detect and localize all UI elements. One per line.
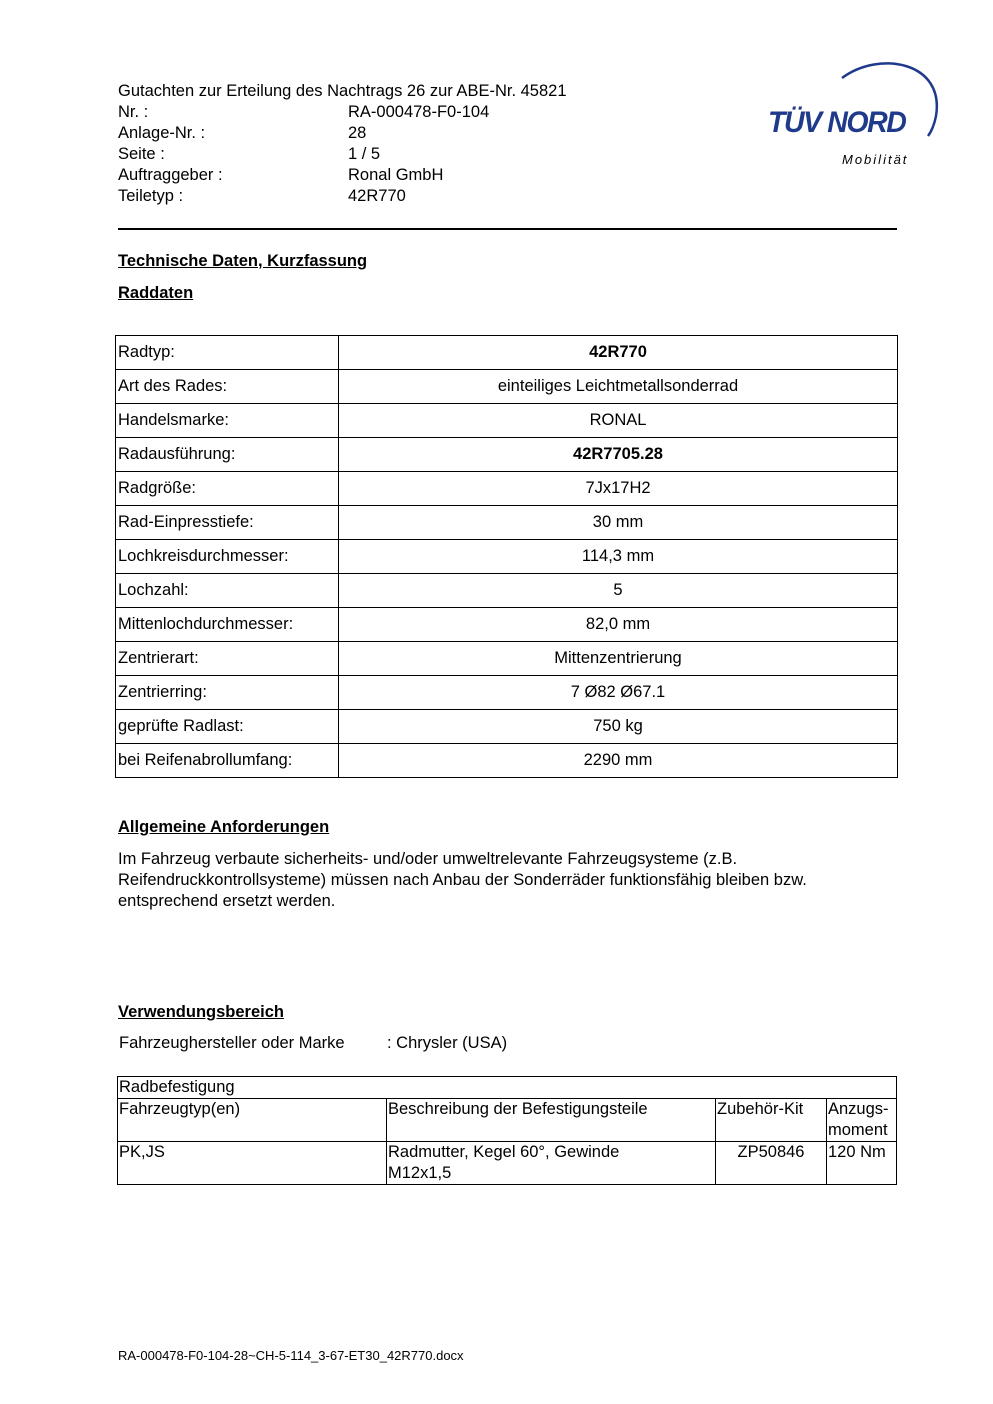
- wheel-property-label: Radtyp:: [116, 336, 339, 370]
- cell-vehicle-types: PK,JS: [118, 1142, 387, 1185]
- header-field-seite: [118, 144, 638, 165]
- wheel-property-label: Radausführung:: [116, 438, 339, 472]
- document-title: Gutachten zur Erteilung des Nachtrags 26 zur ABE-Nr. 45821: [118, 82, 567, 100]
- table-row: [116, 710, 898, 744]
- table-row: [116, 676, 898, 710]
- header-vehicle-types: Fahrzeugtyp(en): [118, 1099, 387, 1142]
- footer-filename: RA-000478-F0-104-28~CH-5-114_3-67-ET30_42R770.docx: [118, 1348, 464, 1363]
- table-row: [116, 608, 898, 642]
- cell-description: [387, 1142, 716, 1185]
- cell-accessory-kit: ZP50846: [716, 1142, 827, 1185]
- tuv-nord-logo: [760, 56, 950, 176]
- wheel-property-value: 82,0 mm: [339, 608, 898, 642]
- section-wheel-data-heading: Raddaten: [118, 284, 194, 302]
- header-torque-line1: Anzugs-: [828, 1100, 889, 1118]
- header-value: 42R770: [348, 187, 406, 205]
- header-field-teiletyp: [118, 186, 638, 207]
- header-torque-line2: moment: [828, 1121, 888, 1139]
- wheel-property-label: Rad-Einpresstiefe:: [116, 506, 339, 540]
- table-row: [116, 404, 898, 438]
- wheel-property-label: Handelsmarke:: [116, 404, 339, 438]
- fastening-header-row: [118, 1099, 897, 1142]
- wheel-property-label: Mittenlochdurchmesser:: [116, 608, 339, 642]
- wheel-property-label: Zentrierart:: [116, 642, 339, 676]
- wheel-property-label: Lochzahl:: [116, 574, 339, 608]
- wheel-property-value: 7Jx17H2: [339, 472, 898, 506]
- section-general-heading: Allgemeine Anforderungen: [118, 818, 330, 836]
- header-divider: [118, 228, 897, 230]
- wheel-property-value: 5: [339, 574, 898, 608]
- header-field-auftraggeber: [118, 165, 638, 186]
- header-value: RA-000478-F0-104: [348, 103, 490, 121]
- wheel-property-value: 750 kg: [339, 710, 898, 744]
- fastening-table: [117, 1076, 897, 1185]
- header-torque: [827, 1099, 897, 1142]
- table-row: [118, 1142, 897, 1185]
- header-accessory-kit: Zubehör-Kit: [716, 1099, 827, 1142]
- table-row: [116, 438, 898, 472]
- table-row: [116, 336, 898, 370]
- table-row: [116, 642, 898, 676]
- wheel-property-value: 42R770: [339, 336, 898, 370]
- wheel-property-label: Radgröße:: [116, 472, 339, 506]
- logo-subtitle: Mobilität: [842, 152, 909, 167]
- header-label: Anlage-Nr. :: [118, 124, 206, 142]
- header-description: Beschreibung der Befestigungsteile: [387, 1099, 716, 1142]
- wheel-property-value: 2290 mm: [339, 744, 898, 778]
- table-row: [116, 540, 898, 574]
- manufacturer-line: [119, 1034, 507, 1053]
- wheel-property-value: einteiliges Leichtmetallsonderrad: [339, 370, 898, 404]
- wheel-property-value: 42R7705.28: [339, 438, 898, 472]
- manufacturer-value: : Chrysler (USA): [387, 1034, 508, 1052]
- manufacturer-label: Fahrzeughersteller oder Marke: [119, 1034, 345, 1052]
- header-field-nr: [118, 102, 638, 123]
- cell-description-line1: Radmutter, Kegel 60°, Gewinde: [388, 1143, 620, 1161]
- fastening-title: Radbefestigung: [118, 1077, 897, 1099]
- wheel-property-label: Lochkreisdurchmesser:: [116, 540, 339, 574]
- header-field-anlage: [118, 123, 638, 144]
- wheel-property-value: 30 mm: [339, 506, 898, 540]
- header-value: Ronal GmbH: [348, 166, 444, 184]
- header-value: 28: [348, 124, 367, 142]
- table-row: [116, 370, 898, 404]
- wheel-property-value: Mittenzentrierung: [339, 642, 898, 676]
- fastening-title-row: [118, 1077, 897, 1099]
- table-row: [116, 574, 898, 608]
- cell-torque: 120 Nm: [827, 1142, 897, 1185]
- section-usage-heading: Verwendungsbereich: [118, 1003, 284, 1021]
- wheel-property-value: 7 Ø82 Ø67.1: [339, 676, 898, 710]
- wheel-property-label: Zentrierring:: [116, 676, 339, 710]
- wheel-property-value: 114,3 mm: [339, 540, 898, 574]
- wheel-property-label: bei Reifenabrollumfang:: [116, 744, 339, 778]
- wheel-data-table: [115, 335, 898, 778]
- header-label: Teiletyp :: [118, 187, 184, 205]
- cell-description-line2: M12x1,5: [388, 1164, 452, 1182]
- header-label: Nr. :: [118, 103, 149, 121]
- header-value: 1 / 5: [348, 145, 381, 163]
- wheel-property-label: Art des Rades:: [116, 370, 339, 404]
- header-label: Seite :: [118, 145, 165, 163]
- logo-brand: TÜV NORD: [768, 106, 906, 139]
- table-row: [116, 506, 898, 540]
- wheel-property-value: RONAL: [339, 404, 898, 438]
- table-row: [116, 472, 898, 506]
- document-header: [118, 81, 638, 207]
- general-requirements-text: Im Fahrzeug verbaute sicherheits- und/oder umweltrelevante Fahrzeugsysteme (z.B. Reifendruckkontrollsysteme) müssen nach Anbau der Sonderräder funktionsfähig bleiben bzw. entsprechend ersetzt werden.: [118, 850, 807, 910]
- wheel-property-label: geprüfte Radlast:: [116, 710, 339, 744]
- header-label: Auftraggeber :: [118, 166, 223, 184]
- table-row: [116, 744, 898, 778]
- section-technical-heading: Technische Daten, Kurzfassung: [118, 252, 368, 270]
